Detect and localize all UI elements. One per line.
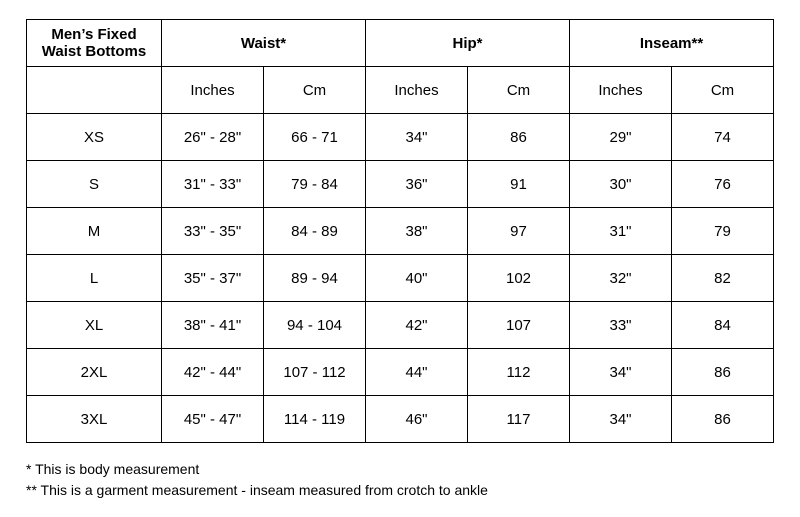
measurement-cell: 40"	[366, 255, 468, 302]
measurement-cell: 38"	[366, 208, 468, 255]
measurement-cell: 107	[468, 302, 570, 349]
unit-header: Inches	[162, 67, 264, 114]
group-header-row	[27, 20, 774, 67]
table-title-line1: Men’s Fixed	[51, 26, 137, 43]
unit-header: Inches	[366, 67, 468, 114]
size-label: M	[27, 208, 162, 255]
table-row	[27, 255, 774, 302]
size-label: XS	[27, 114, 162, 161]
footnotes	[26, 459, 488, 501]
measurement-cell: 86	[468, 114, 570, 161]
blank-header-cell	[27, 67, 162, 114]
unit-header: Inches	[570, 67, 672, 114]
group-header-inseam: Inseam**	[570, 20, 774, 67]
measurement-cell: 29"	[570, 114, 672, 161]
measurement-cell: 117	[468, 396, 570, 443]
measurement-cell: 97	[468, 208, 570, 255]
measurement-cell: 46"	[366, 396, 468, 443]
measurement-cell: 84 - 89	[264, 208, 366, 255]
measurement-cell: 76	[672, 161, 774, 208]
measurement-cell: 34"	[570, 396, 672, 443]
measurement-cell: 107 - 112	[264, 349, 366, 396]
measurement-cell: 112	[468, 349, 570, 396]
size-label: L	[27, 255, 162, 302]
measurement-cell: 34"	[366, 114, 468, 161]
measurement-cell: 26" - 28"	[162, 114, 264, 161]
measurement-cell: 32"	[570, 255, 672, 302]
measurement-cell: 82	[672, 255, 774, 302]
measurement-cell: 30"	[570, 161, 672, 208]
table-row	[27, 114, 774, 161]
measurement-cell: 42"	[366, 302, 468, 349]
measurement-cell: 79	[672, 208, 774, 255]
table-row	[27, 349, 774, 396]
group-header-waist: Waist*	[162, 20, 366, 67]
measurement-cell: 89 - 94	[264, 255, 366, 302]
unit-header-row	[27, 67, 774, 114]
measurement-cell: 94 - 104	[264, 302, 366, 349]
table-title-line2: Waist Bottoms	[41, 43, 147, 60]
table-title	[27, 20, 162, 67]
table-row	[27, 208, 774, 255]
measurement-cell: 102	[468, 255, 570, 302]
measurement-cell: 31" - 33"	[162, 161, 264, 208]
unit-header: Cm	[468, 67, 570, 114]
table-row	[27, 161, 774, 208]
measurement-cell: 42" - 44"	[162, 349, 264, 396]
measurement-cell: 31"	[570, 208, 672, 255]
measurement-cell: 114 - 119	[264, 396, 366, 443]
measurement-cell: 91	[468, 161, 570, 208]
unit-header: Cm	[264, 67, 366, 114]
size-label: 2XL	[27, 349, 162, 396]
measurement-cell: 74	[672, 114, 774, 161]
footnote-body-measurement: * This is body measurement	[26, 461, 200, 477]
measurement-cell: 79 - 84	[264, 161, 366, 208]
measurement-cell: 84	[672, 302, 774, 349]
measurement-cell: 44"	[366, 349, 468, 396]
size-chart-table	[26, 19, 774, 443]
measurement-cell: 38" - 41"	[162, 302, 264, 349]
measurement-cell: 35" - 37"	[162, 255, 264, 302]
size-label: XL	[27, 302, 162, 349]
unit-header: Cm	[672, 67, 774, 114]
table-row	[27, 396, 774, 443]
size-label: 3XL	[27, 396, 162, 443]
measurement-cell: 33" - 35"	[162, 208, 264, 255]
measurement-cell: 36"	[366, 161, 468, 208]
table-row	[27, 302, 774, 349]
measurement-cell: 66 - 71	[264, 114, 366, 161]
measurement-cell: 86	[672, 396, 774, 443]
measurement-cell: 86	[672, 349, 774, 396]
footnote-garment-measurement: ** This is a garment measurement - inseam measured from crotch to ankle	[26, 482, 488, 498]
measurement-cell: 34"	[570, 349, 672, 396]
size-label: S	[27, 161, 162, 208]
group-header-hip: Hip*	[366, 20, 570, 67]
measurement-cell: 45" - 47"	[162, 396, 264, 443]
measurement-cell: 33"	[570, 302, 672, 349]
